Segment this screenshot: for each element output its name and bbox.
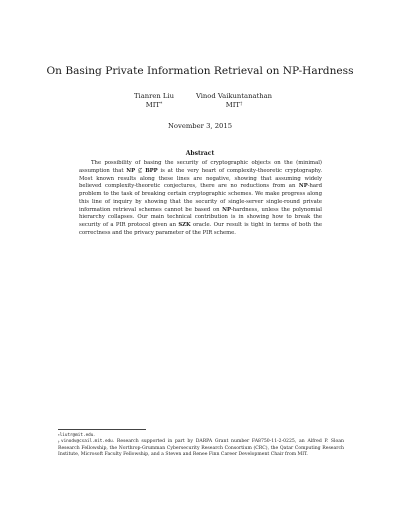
author-2-affiliation: MIT <box>225 101 240 109</box>
author-1-footnote-mark: * <box>159 102 163 107</box>
author-1-name: Tianren Liu <box>133 92 174 100</box>
abstract-text: The possibility of basing the security of cryptographic objects on the (minimal) assumption that NP ⊈ BPP is at the very heart of complexity-theoretic cryptography. Most known results along these lines are negative, showing that assuming widely believed complexity-theoretic conjectures, there are no reductions from an NP-hard problem to the task of breaking certain cryptographic schemes. We make progress along this line of inquiry by showing that the security of single-server single-round private information retrieval schemes cannot be based on NP-hardness, unless the polynomial hierarchy collapses. Our main technical contribution is in showing how to break the security of a PIR protocol given an SZK oracle. Our result is tight in terms of both the correctness and the privacy parameter of the PIR scheme. <box>79 160 323 236</box>
footnote-2-email: vinodv@csail.mit.edu <box>60 439 113 445</box>
author-2-footnote-mark: † <box>239 102 243 107</box>
footnote-2: †vinodv@csail.mit.edu. Research supported in part by DARPA Grant number FA8750-11-2-0225, an Alfred P. Sloan Research Fellowship, the Northrop-Grumman Cybersecurity Research Consortium (CRC), the Qatar Computing Research Institute, Microsoft Faculty Fellowship, and a Steven and Renee Finn Career Development Chair from MIT. <box>58 439 344 457</box>
paper-title: On Basing Private Information Retrieval on NP-Hardness <box>46 65 354 77</box>
author-2-name: Vinod Vaikuntanathan <box>195 92 273 100</box>
author-2 <box>194 92 274 110</box>
abstract-heading: Abstract <box>185 150 215 157</box>
footnotes <box>58 433 344 458</box>
footnote-divider <box>58 429 146 430</box>
author-1 <box>122 92 186 110</box>
footnote-1: *liutr@mit.edu. <box>58 433 95 438</box>
paper-date: November 3, 2015 <box>167 122 233 130</box>
footnote-1-email: liutr@mit.edu <box>59 433 94 438</box>
author-1-affiliation: MIT <box>145 101 160 109</box>
author-block <box>0 92 400 116</box>
